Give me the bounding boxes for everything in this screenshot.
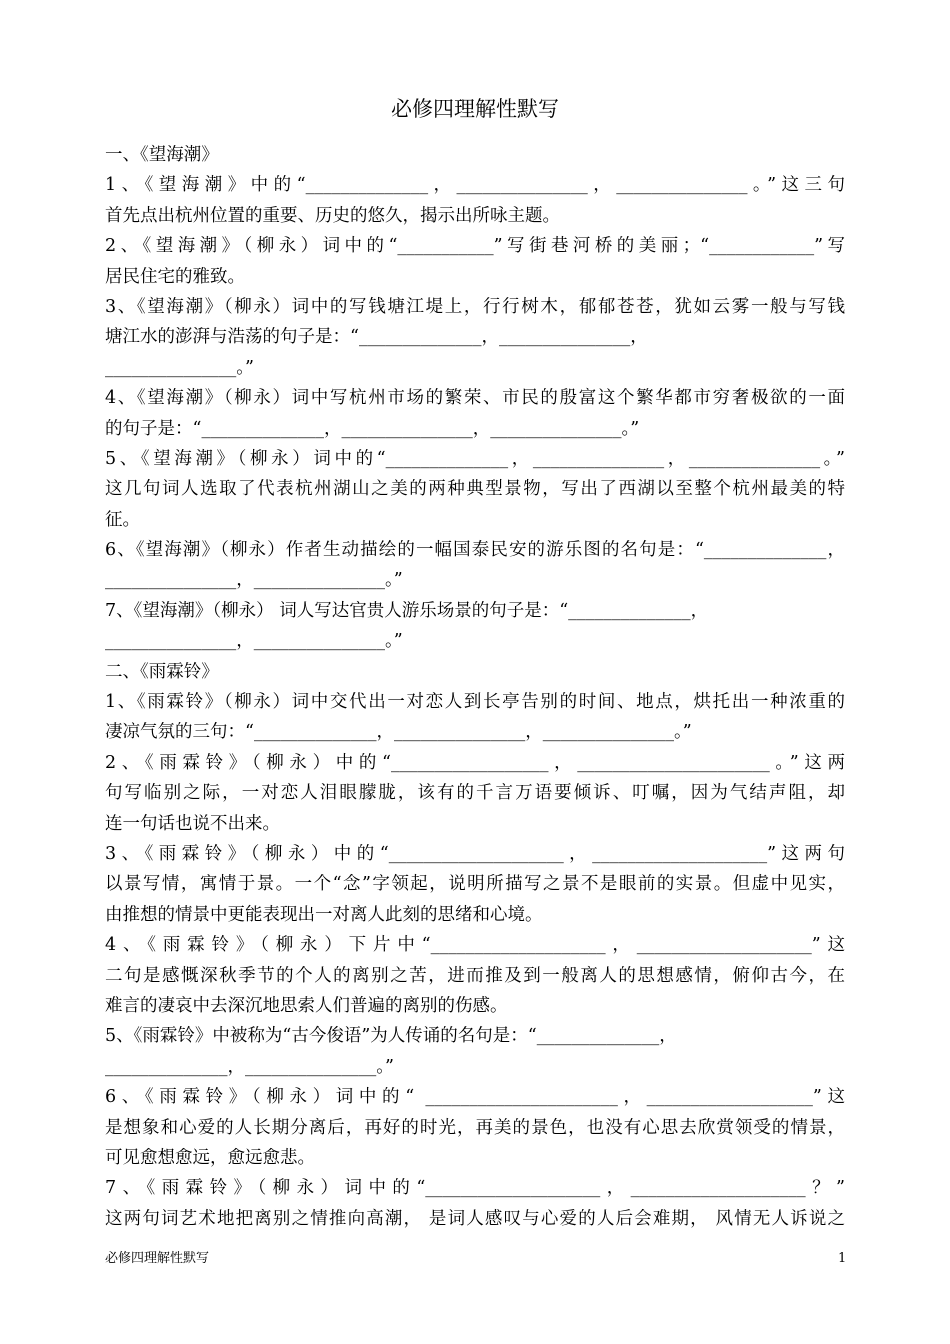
text-line: 2、《雨霖铃》（柳永）中的“__________________，______________________。”这两 <box>105 752 845 773</box>
text-line: ______________，_______________。” <box>105 1056 394 1077</box>
text-line: _______________，_______________。” <box>105 570 403 591</box>
text-line: 7、《雨霖铃》（柳永）词中的“____________________，____________________？” <box>105 1178 845 1199</box>
text-line: 1、《望海潮》中的“______________，_______________，_______________。”这三句 <box>105 175 845 196</box>
text-line: 一、《望海潮》 <box>105 145 219 165</box>
text-line: 凄凉气氛的三句：“______________，_______________，_______________。” <box>105 722 692 743</box>
document-body <box>105 140 845 1234</box>
text-line: _______________，_______________。” <box>105 631 403 652</box>
text-line: 的句子是：“______________，_______________，_______________。” <box>105 418 640 439</box>
text-line: 二、《雨霖铃》 <box>105 661 219 682</box>
text-line: 居民住宅的雅致。 <box>105 266 245 287</box>
text-line: 4、《雨霖铃》（柳永）下片中“____________________，____________________”这 <box>105 935 845 956</box>
text-line: 7、《望海潮》（柳永） 词人写达官贵人游乐场景的句子是：“______________， <box>105 600 709 621</box>
text-line: 连一句话也说不出来。 <box>105 813 280 834</box>
text-line: 2、《望海潮》（柳永）词中的“___________”写街巷河桥的美丽；“____________”写 <box>105 236 845 257</box>
text-line: 塘江水的澎湃与浩荡的句子是：“______________，_______________， <box>105 327 648 348</box>
text-line: 可见愈想愈远，愈远愈悲。 <box>105 1147 315 1168</box>
text-line: 征。 <box>105 509 140 530</box>
text-line: 3、《望海潮》（柳永）词中的写钱塘江堤上，行行树木，郁郁苍苍，犹如云雾一般与写钱 <box>105 296 845 317</box>
text-line: 6、《雨霖铃》（柳永）词中的“ ______________________，___________________”这 <box>105 1087 845 1108</box>
text-line: 5、《望海潮》（柳永）词中的“______________，_______________，_______________。” <box>105 448 845 469</box>
text-line: 难言的凄哀中去深沉地思索人们普遍的离别的伤感。 <box>105 995 508 1016</box>
text-line: 以景写情，寓情于景。一个“念”字领起，说明所描写之景不是眼前的实景。但虚中见实， <box>105 874 845 895</box>
page-number: 1 <box>838 1251 847 1266</box>
text-line: 首先点出杭州位置的重要、历史的悠久，揭示出所咏主题。 <box>105 205 560 226</box>
text-line: 由推想的情景中更能表现出一对离人此刻的思绪和心境。 <box>105 904 543 925</box>
text-line: 6、《望海潮》（柳永）作者生动描绘的一幅国泰民安的游乐图的名句是：“______________， <box>105 540 845 561</box>
text-line: 4、《望海潮》（柳永）词中写杭州市场的繁荣、市民的殷富这个繁华都市穷奢极欲的一面 <box>105 388 845 409</box>
text-line: 是想象和心爱的人长期分离后，再好的时光，再美的景色，也没有心思去欣赏领受的情景， <box>105 1117 845 1138</box>
text-line: 句写临别之际，一对恋人泪眼朦胧，该有的千言万语要倾诉、叮嘱，因为气结声阻，却 <box>105 783 845 804</box>
text-line: 5、《雨霖铃》中被称为“古今俊语”为人传诵的名句是：“______________， <box>105 1026 677 1047</box>
text-line: 二句是感慨深秋季节的个人的离别之苦，进而推及到一般离人的思想感情，俯仰古今，在 <box>105 965 845 986</box>
text-line: 1、《雨霖铃》（柳永）词中交代出一对恋人到长亭告别的时间、地点，烘托出一种浓重的 <box>105 692 845 713</box>
text-line: _______________。” <box>105 357 254 378</box>
text-line: 这两句词艺术地把离别之情推向高潮， 是词人感叹与心爱的人后会难期， 风情无人诉说之 <box>105 1208 845 1229</box>
footer-title: 必修四理解性默写 <box>105 1251 210 1266</box>
text-line: 这几句词人选取了代表杭州湖山之美的两种典型景物，写出了西湖以至整个杭州最美的特 <box>105 479 845 500</box>
page-title: 必修四理解性默写 <box>391 97 559 121</box>
text-line: 3、《雨霖铃》（柳永）中的“____________________，____________________”这两句 <box>105 843 845 864</box>
